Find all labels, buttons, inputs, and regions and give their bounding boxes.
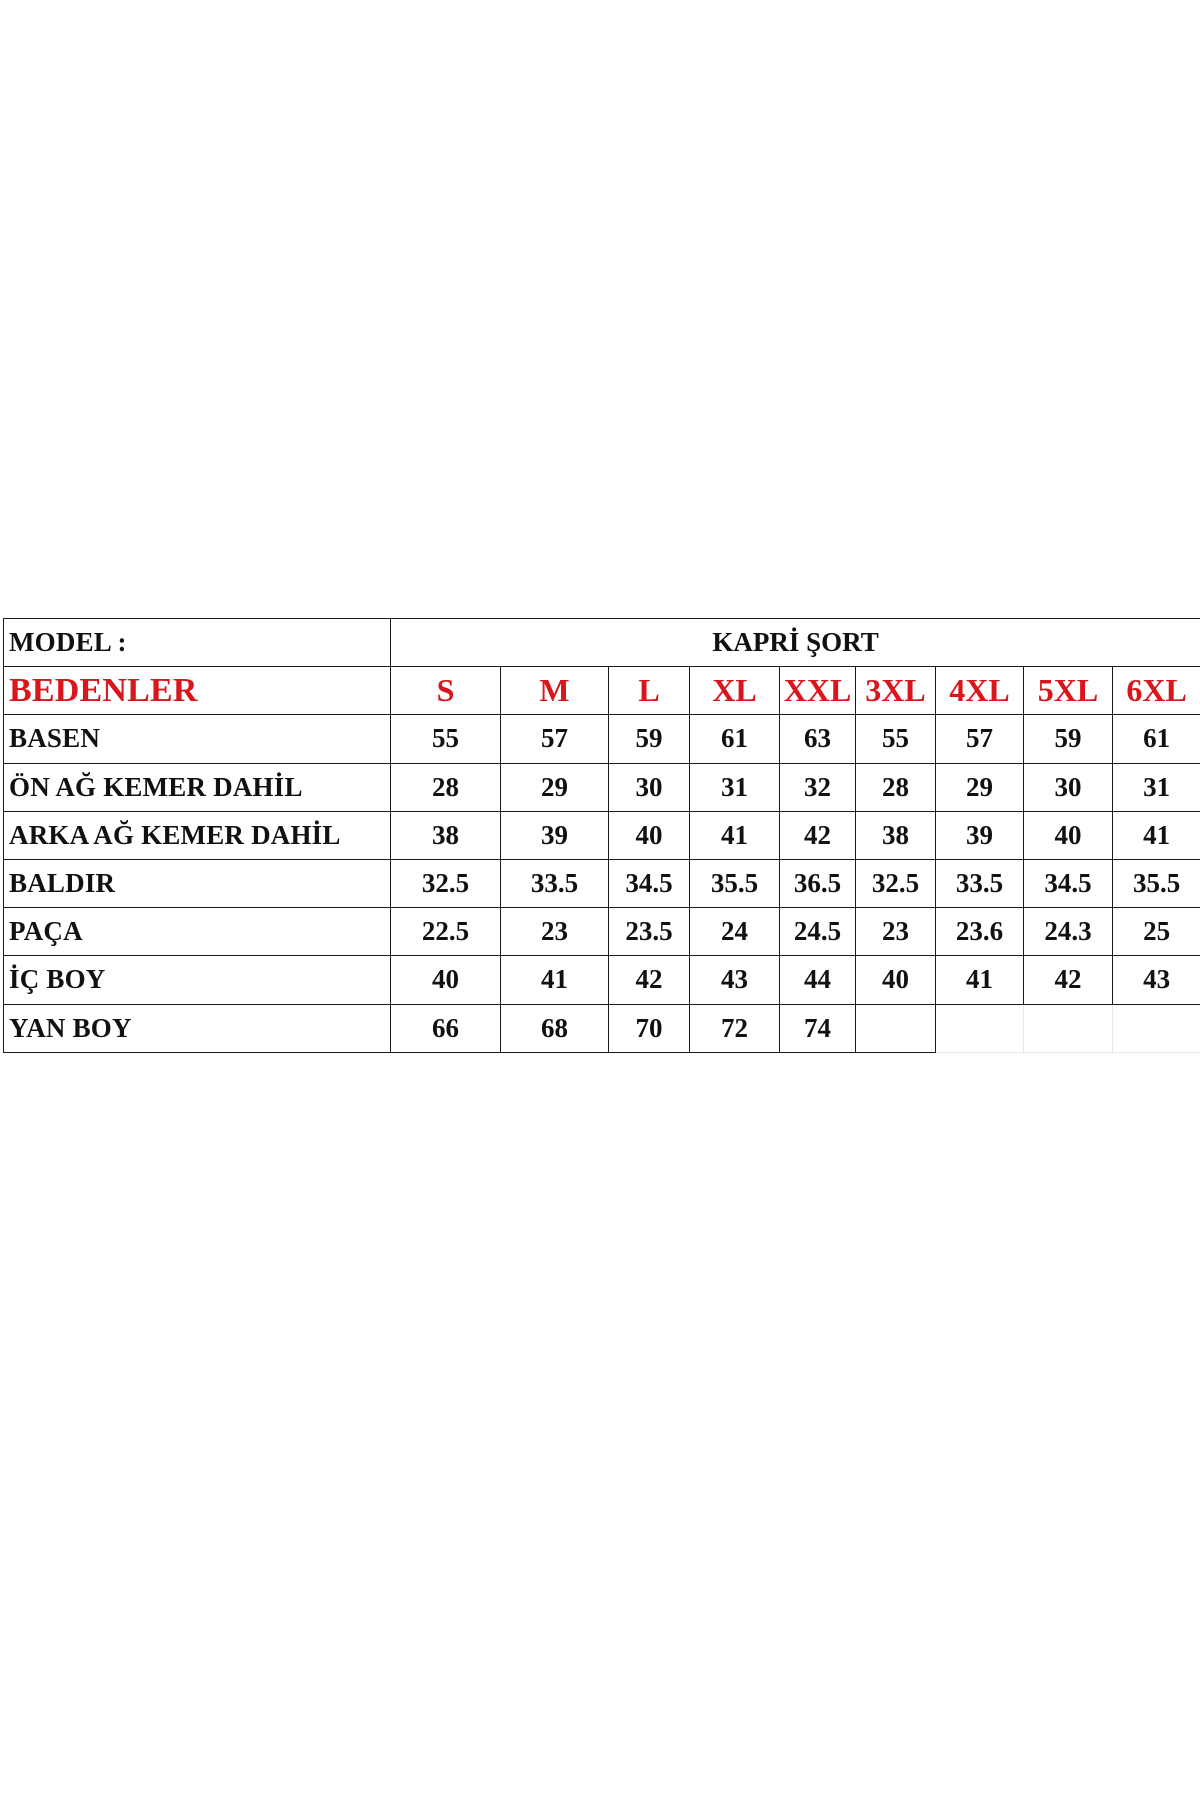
table-cell: 22.5 [391,908,501,956]
table-cell: 55 [856,715,936,763]
table-cell [856,1004,936,1052]
table-cell: 30 [1024,763,1113,811]
row-label: ARKA AĞ KEMER DAHİL [4,811,391,859]
table-cell: 31 [690,763,780,811]
table-cell: 42 [780,811,856,859]
table-cell: 28 [391,763,501,811]
table-cell: 23 [501,908,609,956]
empty-cell [1024,1004,1113,1052]
table-cell: 70 [609,1004,690,1052]
table-cell: 24 [690,908,780,956]
table-cell: 57 [501,715,609,763]
table-cell: 42 [1024,956,1113,1004]
table-cell: 41 [1113,811,1200,859]
model-label: MODEL : [4,619,391,667]
table-cell: 25 [1113,908,1200,956]
table-cell: 55 [391,715,501,763]
size-chart-table [3,618,1200,1053]
model-name: KAPRİ ŞORT [391,619,1200,667]
row-label: YAN BOY [4,1004,391,1052]
table-cell: 61 [1113,715,1200,763]
table-cell: 41 [936,956,1024,1004]
table-cell: 33.5 [936,859,1024,907]
table-cell: 43 [690,956,780,1004]
measurement-row-paca [4,908,1200,956]
size-header-4xl: 4XL [936,667,1024,715]
size-header-s: S [391,667,501,715]
table-cell: 23.6 [936,908,1024,956]
table-cell: 61 [690,715,780,763]
sizes-label: BEDENLER [4,667,391,715]
table-cell: 24.3 [1024,908,1113,956]
row-label: ÖN AĞ KEMER DAHİL [4,763,391,811]
table-cell: 34.5 [1024,859,1113,907]
table-cell: 35.5 [690,859,780,907]
table-cell: 29 [501,763,609,811]
size-header-xl: XL [690,667,780,715]
table-cell: 39 [501,811,609,859]
table-cell: 40 [609,811,690,859]
table-cell: 63 [780,715,856,763]
table-cell: 57 [936,715,1024,763]
size-header-xxl: XXL [780,667,856,715]
measurement-row-basen [4,715,1200,763]
size-header-m: M [501,667,609,715]
table-cell: 40 [1024,811,1113,859]
measurement-row-yan-boy [4,1004,1200,1052]
table-cell: 32 [780,763,856,811]
table-cell: 72 [690,1004,780,1052]
table-cell: 23 [856,908,936,956]
measurement-row-on-ag [4,763,1200,811]
table-cell: 33.5 [501,859,609,907]
table-cell: 38 [391,811,501,859]
table-cell: 41 [501,956,609,1004]
table-cell: 43 [1113,956,1200,1004]
empty-cell [936,1004,1024,1052]
table-cell: 36.5 [780,859,856,907]
row-label: İÇ BOY [4,956,391,1004]
table-cell: 39 [936,811,1024,859]
table-cell: 44 [780,956,856,1004]
empty-cell [1113,1004,1200,1052]
table-cell: 35.5 [1113,859,1200,907]
size-header-5xl: 5XL [1024,667,1113,715]
size-header-3xl: 3XL [856,667,936,715]
table-cell: 28 [856,763,936,811]
table-cell: 59 [1024,715,1113,763]
table-cell: 66 [391,1004,501,1052]
table-cell: 34.5 [609,859,690,907]
row-label: BASEN [4,715,391,763]
table-cell: 32.5 [856,859,936,907]
model-row [4,619,1200,667]
table-cell: 59 [609,715,690,763]
table-cell: 32.5 [391,859,501,907]
measurement-row-ic-boy [4,956,1200,1004]
table-cell: 40 [856,956,936,1004]
table-cell: 40 [391,956,501,1004]
size-header-l: L [609,667,690,715]
sizes-header-row [4,667,1200,715]
table-cell: 30 [609,763,690,811]
measurement-row-baldir [4,859,1200,907]
table-cell: 42 [609,956,690,1004]
size-header-6xl: 6XL [1113,667,1200,715]
table-cell: 38 [856,811,936,859]
table-cell: 23.5 [609,908,690,956]
row-label: PAÇA [4,908,391,956]
table-cell: 29 [936,763,1024,811]
table-cell: 31 [1113,763,1200,811]
row-label: BALDIR [4,859,391,907]
table-cell: 68 [501,1004,609,1052]
measurement-row-arka-ag [4,811,1200,859]
table-cell: 74 [780,1004,856,1052]
table-cell: 24.5 [780,908,856,956]
table-cell: 41 [690,811,780,859]
